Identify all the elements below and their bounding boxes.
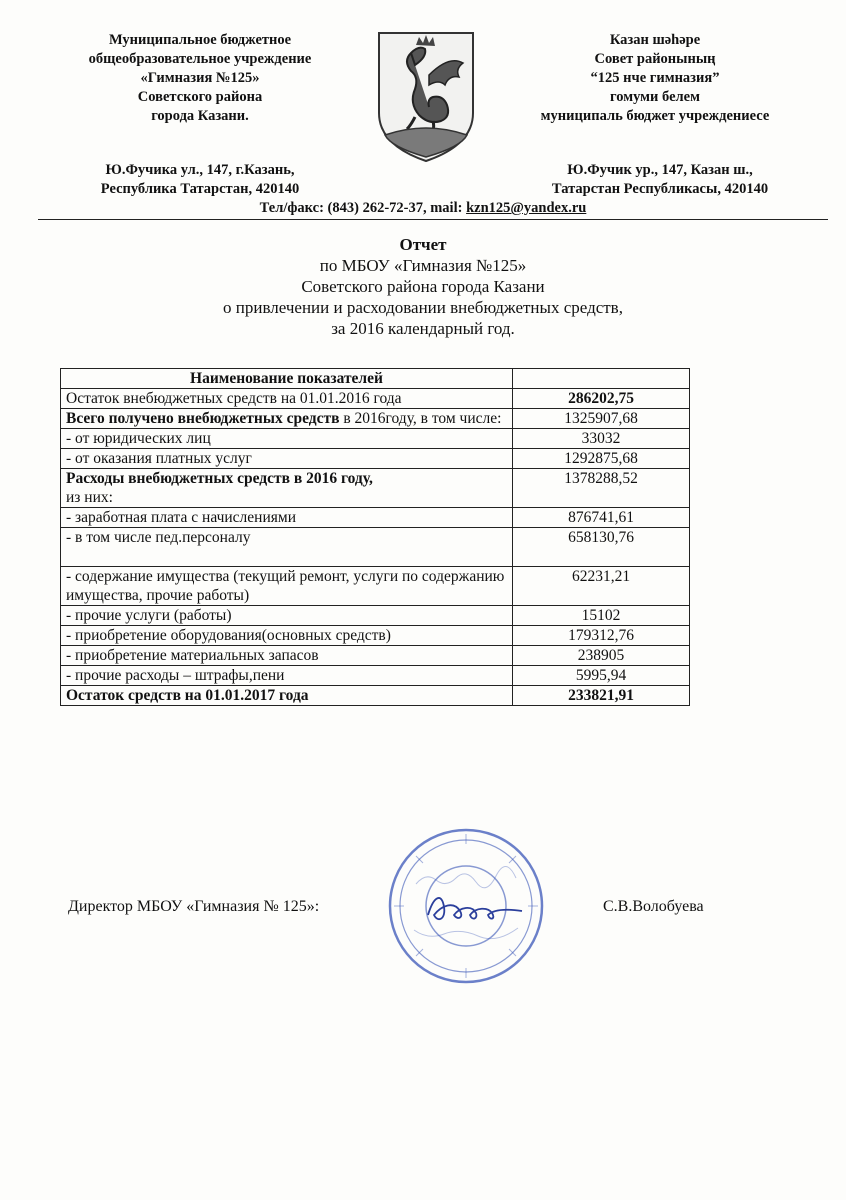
row-label: Остаток средств на 01.01.2017 года bbox=[61, 686, 513, 706]
row-label-rest: из них: bbox=[66, 489, 113, 506]
table-row bbox=[61, 626, 690, 646]
row-value: 15102 bbox=[513, 606, 690, 626]
director-position: Директор МБОУ «Гимназия № 125»: bbox=[68, 898, 320, 915]
contacts-line bbox=[0, 199, 846, 218]
table-row bbox=[61, 606, 690, 626]
handwritten-signature-icon bbox=[420, 885, 530, 930]
table-row bbox=[61, 646, 690, 666]
org-line: общеобразовательное учреждение bbox=[88, 51, 312, 67]
address-russian bbox=[60, 161, 340, 199]
row-label bbox=[61, 409, 513, 429]
table-row bbox=[61, 389, 690, 409]
row-value: 1325907,68 bbox=[513, 409, 690, 429]
org-line: муниципаль бюджет учреждениесе bbox=[540, 108, 770, 124]
row-value: 1378288,52 bbox=[513, 469, 690, 508]
org-name-tatar bbox=[490, 31, 820, 126]
org-line: “125 нче гимназия” bbox=[590, 70, 720, 86]
row-value: 179312,76 bbox=[513, 626, 690, 646]
director-name: С.В.Волобуева bbox=[603, 898, 704, 915]
row-value: 286202,75 bbox=[513, 389, 690, 409]
title-line: за 2016 календарный год. bbox=[331, 319, 515, 338]
kazan-coat-of-arms-icon bbox=[371, 25, 481, 165]
org-line: «Гимназия №125» bbox=[140, 70, 260, 86]
address-line: Ю.Фучик ур., 147, Казан ш., bbox=[567, 162, 753, 178]
row-label: - от оказания платных услуг bbox=[61, 449, 513, 469]
address-line: Татарстан Республикасы, 420140 bbox=[551, 181, 769, 197]
header-divider bbox=[38, 219, 828, 220]
title-line: о привлечении и расходовании внебюджетных средств, bbox=[223, 298, 623, 317]
address-line: Республика Татарстан, 420140 bbox=[100, 181, 300, 197]
title-line: по МБОУ «Гимназия №125» bbox=[319, 256, 527, 275]
table-row bbox=[61, 449, 690, 469]
row-label: - заработная плата с начислениями bbox=[61, 508, 513, 528]
org-name-russian bbox=[40, 31, 360, 126]
title-line: Советского района города Казани bbox=[301, 277, 545, 296]
row-label: - содержание имущества (текущий ремонт, услуги по содержанию имущества, прочие работы) bbox=[61, 567, 513, 606]
address-tatar bbox=[505, 161, 815, 199]
row-label: - приобретение материальных запасов bbox=[61, 646, 513, 666]
row-value: 33032 bbox=[513, 429, 690, 449]
row-label: Остаток внебюджетных средств на 01.01.2016 года bbox=[61, 389, 513, 409]
report-title bbox=[0, 234, 846, 339]
column-header-indicator: Наименование показателей bbox=[61, 369, 513, 389]
table-row bbox=[61, 567, 690, 606]
table-row bbox=[61, 429, 690, 449]
report-table bbox=[60, 368, 690, 706]
org-line: города Казани. bbox=[151, 108, 249, 124]
table-row bbox=[61, 528, 690, 567]
row-value: 1292875,68 bbox=[513, 449, 690, 469]
table-row bbox=[61, 666, 690, 686]
row-value: 233821,91 bbox=[513, 686, 690, 706]
column-header-value bbox=[513, 369, 690, 389]
row-label: - прочие расходы – штрафы,пени bbox=[61, 666, 513, 686]
row-label-rest: в 2016году, в том числе: bbox=[339, 410, 502, 427]
table-header-row bbox=[61, 369, 690, 389]
row-value: 5995,94 bbox=[513, 666, 690, 686]
row-label-bold: Расходы внебюджетных средств в 2016 году, bbox=[66, 470, 373, 487]
phone-fax: Тел/факс: (843) 262-72-37, mail: bbox=[259, 200, 467, 216]
row-label: - в том числе пед.персоналу bbox=[61, 528, 513, 567]
row-label: - прочие услуги (работы) bbox=[61, 606, 513, 626]
org-line: Советского района bbox=[137, 89, 263, 105]
row-label bbox=[61, 469, 513, 508]
title-line: Отчет bbox=[399, 235, 447, 254]
row-value: 876741,61 bbox=[513, 508, 690, 528]
org-line: Совет районының bbox=[594, 51, 716, 67]
org-line: Казан шәһәре bbox=[609, 32, 701, 48]
row-label-bold: Всего получено внебюджетных средств bbox=[66, 410, 340, 427]
email-link[interactable]: kzn125@yandex.ru bbox=[466, 200, 587, 216]
table-row bbox=[61, 409, 690, 429]
table-row bbox=[61, 508, 690, 528]
row-label: - от юридических лиц bbox=[61, 429, 513, 449]
org-line: Муниципальное бюджетное bbox=[108, 32, 292, 48]
row-label: - приобретение оборудования(основных средств) bbox=[61, 626, 513, 646]
address-line: Ю.Фучика ул., 147, г.Казань, bbox=[105, 162, 295, 178]
row-value: 658130,76 bbox=[513, 528, 690, 567]
row-value: 238905 bbox=[513, 646, 690, 666]
org-line: гомуми белем bbox=[610, 89, 700, 105]
table-row bbox=[61, 686, 690, 706]
table-row bbox=[61, 469, 690, 508]
row-value: 62231,21 bbox=[513, 567, 690, 606]
